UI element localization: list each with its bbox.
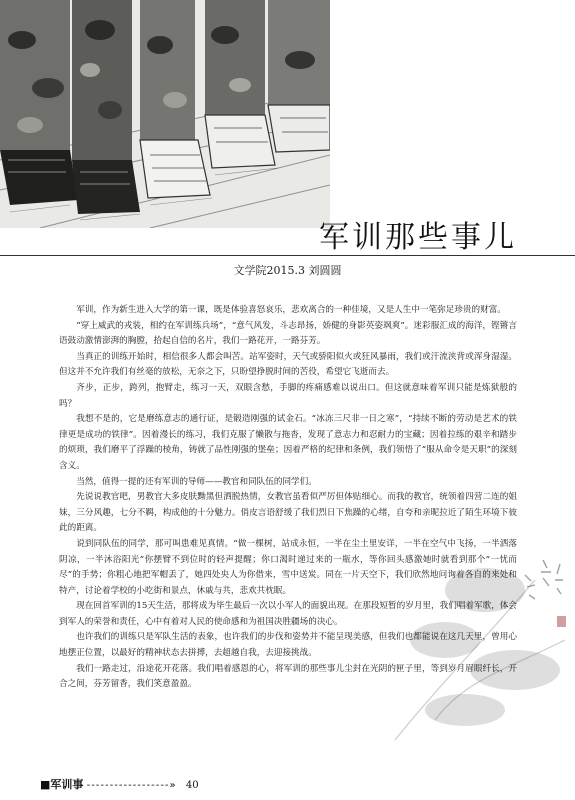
paragraph: 当真正的训练开始时，相信很多人都会叫苦。站军姿时，天气或骄阳似火或狂风暴雨，我们或汗流浃背或浑身湿湿。但这并不允许我们有丝毫的放松，无奈之下，只盼望挣脱时间的苦役，希望它飞逝而去。 xyxy=(59,351,517,378)
page-footer xyxy=(40,776,199,792)
paragraph: “穿上威武的戎装，相约在军训练兵场”，“意气风发，斗志昂扬，娇健的身影英姿飒爽”。迷彩服汇成的海洋，铿锵言语鼓动激情澎湃的胸膛，拾起自信的名片，我们一路花开，一路芬芳。 xyxy=(59,320,517,347)
boots-sketch-illustration xyxy=(0,0,330,228)
paragraph: 当然，值得一提的还有军训的导师——教官和同队伍的同学们。 xyxy=(76,476,317,487)
magazine-mark: ■军训事 xyxy=(40,778,84,791)
footer-leader: ------------------» xyxy=(86,780,177,791)
paragraph: 先说说教官吧，男教官大多皮肤黝黑但洒脱热情，女教官虽看似严厉但体贴细心。而我的教官，统领着四营二连的姐妹，三分风趣，七分不羁，构成他的十分魅力。俏皮言语舒缓了我们烈日下焦躁的心绪，自夸和亲昵拉近了陌生环境下彼此的距离。 xyxy=(59,492,517,534)
paragraph: 军训，作为新生进入大学的第一课，既是体验喜怒哀乐，悲欢离合的一种佳境，又是人生中一笔弥足珍贵的财富。 xyxy=(76,305,506,315)
article-byline: 文学院2015.3 刘圆圆 xyxy=(233,264,342,277)
paragraph: 也许我们的训练只是军队生活的表象，也许我们的步伐和姿势并不能呈现美感，但我们也都能说在这几天里，曾用心地摆正位置，以最好的精神状态去拼搏，去超越自我，去迎接挑战。 xyxy=(59,632,517,659)
page-number: 40 xyxy=(185,780,199,791)
article-body xyxy=(59,303,517,693)
paragraph: 现在回首军训的15天生活，那将成为毕生最后一次以小军人的面貌出现。在那段短暂的岁月里，我们唱着军歌，体会到军人的荣誉和责任，心中有着对人民的使命感和为祖国决胜疆场的决心。 xyxy=(59,601,517,627)
article-title: 军训那些事儿 xyxy=(319,220,517,255)
title-divider xyxy=(0,255,575,256)
paragraph: 我们一路走过，沿途花开花落。我们唱着感恩的心，将军训的那些事儿尘封在光阴的匣子里，等到岁月眉眼纤长，开合之间，芬芳留香，我们笑意盈盈。 xyxy=(59,663,517,690)
paragraph: 我想不是的，它是磨练意志的通行证，是锻造刚强的试金石。“冰冻三尺非一日之寒”，“持续不断的劳动是艺术的铁律更是成功的铁律”。因着漫长的练习，我们克服了懒散与拖沓，发现了意志力和忍耐力的宝藏；因着拉练的艰辛和踏步的烦琐，我们磨平了浮躁的棱角，铸就了品性刚强的堡垒；因着严格的纪律和条例，我们领悟了“服从命令是天职”的深刻含义。 xyxy=(59,414,517,471)
paragraph: 说到同队伍的同学，那可叫患难见真情。“做一棵树，站成永恒，一半在尘土里安详，一半在空气中飞扬，一半洒落阴凉，一半沐浴阳光”你摆臂不到位时的轻声提醒；你口渴时递过来的一瓶水，等你回头感激她时就看到那个“一忧而尽”的手势；你粗心地把军帽丢了，她四处央人为你借来，雪中送炭。同在一片天空下，我们欣然地问询着各自的来处和特产，讨论着学校的小吃街和景点，休戚与共，悲欢共枕眠。 xyxy=(59,538,517,596)
paragraph: 齐步，正步，跨列，抱臂走，练习一天，双眼含愁，手脚的疼痛感难以说出口。但这就意味着军训只能是炼狱般的吗？ xyxy=(59,382,517,409)
